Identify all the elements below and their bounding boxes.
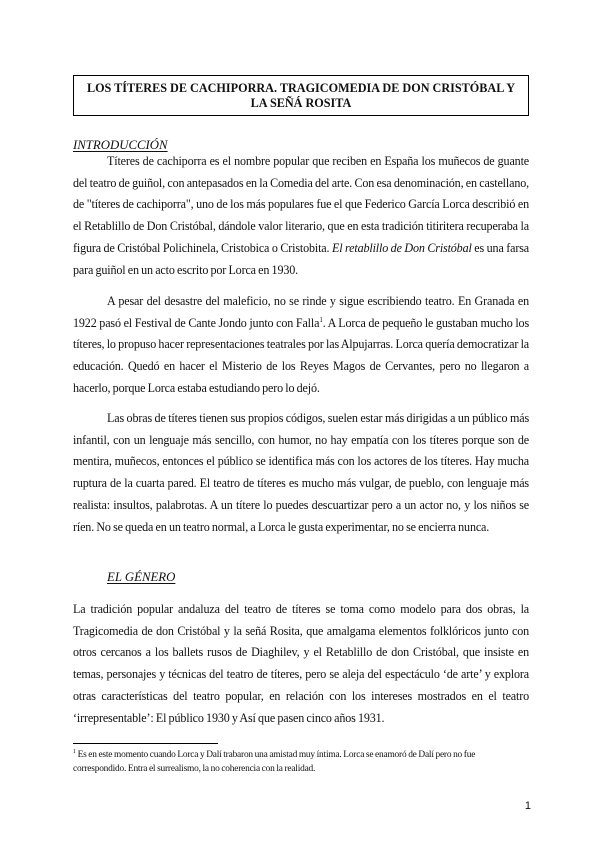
paragraph-intro-1 — [73, 151, 529, 281]
footnote-number: 1 — [73, 748, 76, 755]
footnote — [73, 749, 529, 776]
title-line-2: LA SEÑÁ ROSITA — [250, 96, 352, 110]
paragraph-intro-2-text-a: A pesar del desastre del maleficio, no se rinde y sigue escribiendo teatro. En Granada en 1922 pasó el Festival de Cante Jondo junto con Falla — [73, 294, 529, 330]
paragraph-intro-1-text-a: Títeres de cachiporra es el nombre popular que reciben en España los muñecos de guante del teatro de guiñol, con antepasados en la Comedia del arte. Con esa denominación, en castellano, de "títeres de cachiporra", uno de los más populares fue el que Federico García Lorca describió en el Retablillo de Don Cristóbal, dándole valor literario, que en esta tradición titiritera recuperaba la figura de Cristóbal Polichinela, Cristobica o Cristobita. — [73, 154, 529, 255]
page-number: 1 — [524, 800, 531, 812]
paragraph-intro-3: Las obras de títeres tienen sus propios códigos, suelen estar más dirigidas a un público más infantil, con un lenguaje más sencillo, con humor, no hay empatía con los títeres porque son de mentira, muñecos, entonces el público se identifica más con los actores de los títeres. Hay mucha ruptura de la cuarta pared. El teatro de títeres es mucho más vulgar, de pueblo, con lenguaje más realista: insultos, palabrotas. A un títere lo puedes descuartizar pero a un actor no, y los niños se ríen. No se queda en un teatro normal, a Lorca le gusta experimentar, no se encierra nunca. — [73, 411, 529, 534]
footnote-reference[interactable]: 1 — [319, 315, 323, 324]
heading-el-genero: EL GÉNERO — [107, 570, 176, 584]
paragraph-intro-2 — [73, 291, 529, 400]
paragraph-intro-1-text-b: es una farsa para guiñol en un acto escrito por Lorca en 1930. — [73, 240, 529, 277]
title-box — [73, 75, 529, 116]
paragraph-intro-1-italic-title: El retablillo de Don Cristóbal — [332, 240, 472, 255]
footnote-separator — [73, 743, 218, 744]
footnote-text: Es en este momento cuando Lorca y Dalí trabaron una amistad muy íntima. Lorca se enamoró de Dalí pero no fue correspondido. Entra el surrealismo, la no coherencia con la realidad. — [73, 750, 476, 774]
paragraph-genero-1: La tradición popular andaluza del teatro de títeres se toma como modelo para dos obras, la Tragicomedia de don Cristóbal y la señá Rosita, que amalgama elementos folklóricos junto con otros cercanos a los ballets rusos de Diaghilev, y el Retablillo de don Cristóbal, que insiste en temas, personajes y técnicas del teatro de títeres, pero se aleja del espectáculo ‘de arte’ y explora otras características del teatro popular, en relación con los intereses mostrados en el teatro ‘irrepresentable’: El público 1930 y Así que pasen cinco años 1931. — [73, 602, 529, 725]
title-line-1: LOS TÍTERES DE CACHIPORRA. TRAGICOMEDIA DE DON CRISTÓBAL Y — [86, 81, 516, 95]
paragraph-intro-2-text-b: . A Lorca de pequeño le gustaban mucho los títeres, lo propuso hacer representaciones teatrales por las Alpujarras. Lorca quería democratizar la educación. Quedó en hacer el Misterio de los Reyes Magos de Cervantes, pero no llegaron a hacerlo, porque Lorca estaba estudiando pero lo dejó. — [73, 315, 529, 395]
heading-introduccion: INTRODUCCIÓN — [73, 138, 168, 152]
